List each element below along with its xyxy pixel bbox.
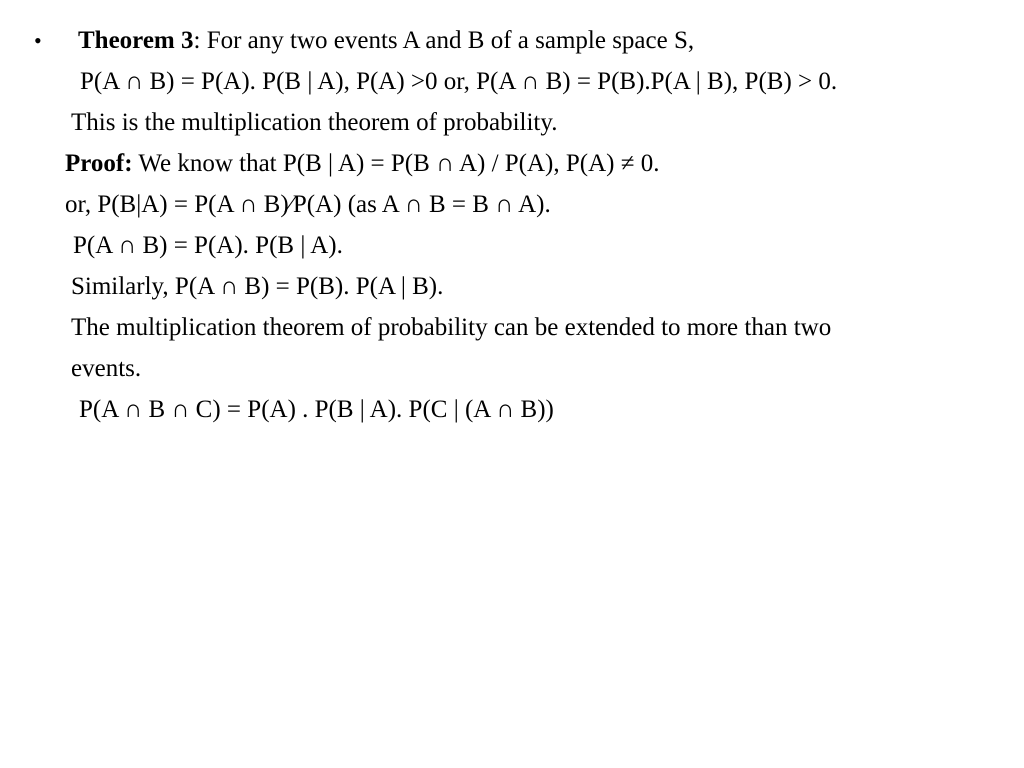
- result-line: P(A ∩ B) = P(A). P(B | A).: [73, 232, 343, 259]
- formula-line: P(A ∩ B) = P(A). P(B | A), P(A) >0 or, P(A ∩ B) = P(B).P(A | B), P(B) > 0.: [80, 68, 838, 95]
- proof-line: [65, 149, 659, 179]
- extend-line-1: The multiplication theorem of probability can be extended to more than two: [71, 314, 832, 341]
- similarly-line: Similarly, P(A ∩ B) = P(B). P(A | B).: [71, 273, 444, 300]
- proof-label: Proof:: [65, 150, 133, 177]
- statement-line: This is the multiplication theorem of probability.: [71, 109, 558, 136]
- theorem-label: Theorem 3: [78, 27, 194, 54]
- or-line: or, P(B|A) = P(A ∩ B)⁄P(A) (as A ∩ B = B ∩ A).: [65, 191, 551, 218]
- bullet-marker: •: [34, 28, 42, 53]
- theorem-text: : For any two events A and B of a sample space S,: [193, 27, 695, 54]
- proof-text: We know that P(B | A) = P(B ∩ A) / P(A), P(A) ≠ 0.: [132, 150, 660, 177]
- extend-line-2: events.: [71, 355, 142, 382]
- triple-event-line: P(A ∩ B ∩ C) = P(A) . P(B | A). P(C | (A ∩ B)): [79, 396, 554, 423]
- theorem-line: [78, 26, 694, 56]
